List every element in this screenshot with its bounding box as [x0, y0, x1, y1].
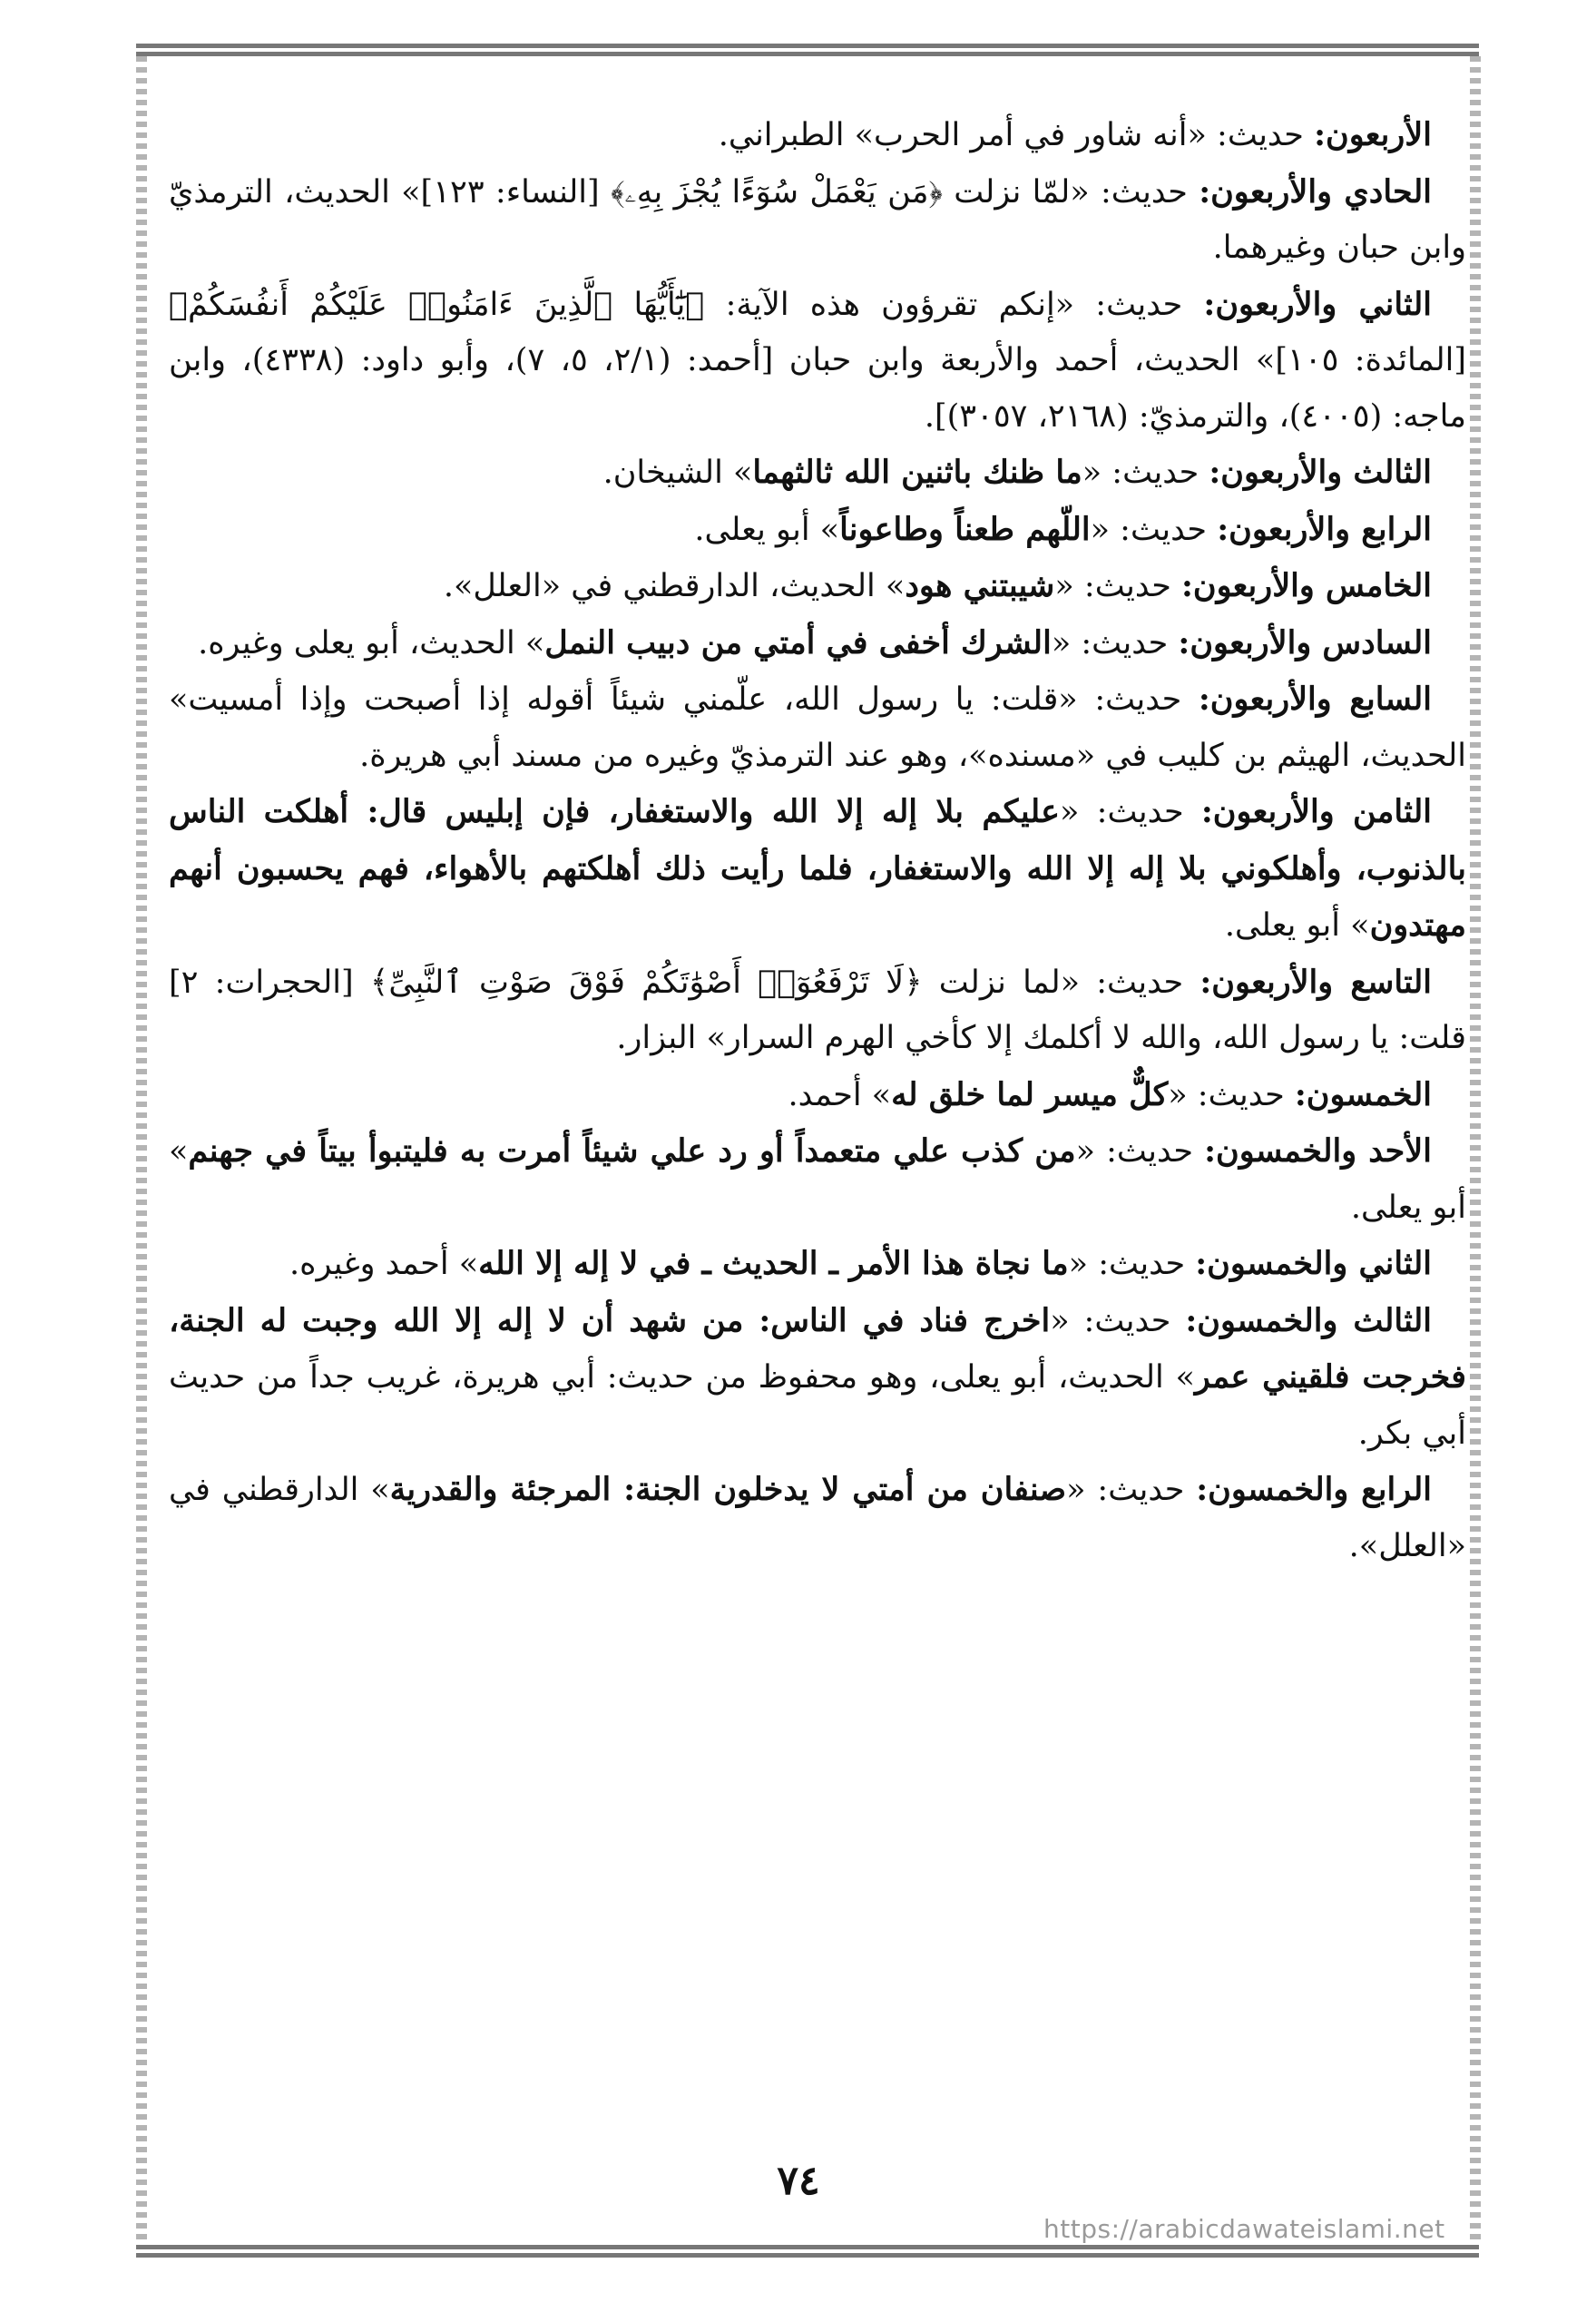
entry-text: حديث: «أنه شاور في أمر الحرب» الطبراني. [718, 117, 1315, 153]
hadith-quote: اخرج فناد في الناس: من شهد أن لا إله إلا الله وجبت له الجنة، فخرجت فلقيني عمر [169, 1301, 1466, 1396]
hadith-entry-49 [169, 955, 1466, 1067]
entry-text: حديث: « [1066, 1472, 1197, 1508]
hadith-entry-48 [169, 784, 1466, 955]
hadith-quote: عليكم بلا إله إلا الله والاستغفار، فإن إبليس قال: أهلكت الناس بالذنوب، وأهلكوني بلا إله إلا الله والاستغفار، فلما رأيت ذلك أهلكتهم بالأهواء، فهم يحسبون أنهم مهتدون [169, 793, 1466, 944]
hadith-entry-44 [169, 502, 1466, 559]
entry-source: » أحمد. [788, 1076, 892, 1113]
entry-text: حديث: « [1054, 568, 1181, 604]
entry-text: حديث: «إنكم تقرؤون هذه الآية: ﴿يَٰٓأَيُّهَا ٱلَّذِينَ ءَامَنُوا۟ عَلَيْكُمْ أَنفُسَكُمْ﴾ [المائدة: ١٠٥]» الحديث، أحمد والأربعة وابن حبان [أحمد: (٢/١، ٥، ٧)، وأبو داود: (٤٣٣٨)، وابن ماجه: (٤٠٠٥)، والترمذيّ: (٢١٦٨، ٣٠٥٧)]. [169, 286, 1466, 435]
entry-source: » أبو يعلى. [1224, 907, 1370, 944]
entry-label: الأحد والخمسون: [1204, 1132, 1432, 1170]
entry-text: حديث: « [1090, 511, 1218, 548]
hadith-quote: ما ظنك باثنين الله ثالثهما [752, 454, 1082, 491]
entry-source: » الشيخان. [602, 455, 753, 491]
hadith-entry-46 [169, 615, 1466, 672]
entry-text: حديث: « [1068, 1246, 1196, 1282]
entry-label: الخمسون: [1294, 1075, 1432, 1113]
hadith-entry-51 [169, 1123, 1466, 1236]
entry-text: حديث: « [1168, 1076, 1295, 1113]
page-body [169, 107, 1466, 2121]
entry-label: الثاني والخمسون: [1195, 1245, 1432, 1282]
hadith-quote: ما نجاة هذا الأمر ـ الحديث ـ في لا إله إلا الله [478, 1245, 1069, 1282]
hadith-entry-45 [169, 558, 1466, 615]
hadith-quote: من كذب علي متعمداً أو رد علي شيئاً أمرت به فليتبوأ بيتاً في جهنم [188, 1132, 1076, 1170]
entry-text: حديث: « [1075, 1133, 1205, 1170]
entry-text: حديث: « [1050, 1302, 1186, 1339]
page-border-left [136, 56, 147, 2245]
entry-label: الرابع والأربعون: [1217, 510, 1432, 548]
entry-source: » أحمد وغيره. [289, 1246, 479, 1282]
page-number: ٧٤ [777, 2158, 820, 2204]
entry-source: » الدارقطني في «العلل». [169, 1472, 1466, 1564]
entry-text: حديث: « [1051, 624, 1179, 661]
hadith-entry-42 [169, 277, 1466, 446]
entry-label: الأربعون: [1314, 116, 1432, 153]
entry-label: الحادي والأربعون: [1199, 172, 1432, 211]
hadith-entry-47 [169, 671, 1466, 784]
hadith-entry-54 [169, 1462, 1466, 1574]
entry-label: الثاني والأربعون: [1203, 285, 1433, 323]
entry-label: السابع والأربعون: [1198, 681, 1432, 718]
entry-text: حديث: « [1082, 455, 1209, 491]
watermark-url: https://arabicdawateislami.net [1043, 2214, 1445, 2244]
entry-source: » الحديث، الدارقطني في «العلل». [443, 568, 906, 604]
hadith-entry-41 [169, 164, 1466, 277]
hadith-entry-53 [169, 1293, 1466, 1463]
entry-source: » الحديث، أبو يعلى وغيره. [198, 624, 545, 661]
entry-text: حديث: « [1059, 794, 1201, 830]
entry-label: الثالث والأربعون: [1209, 454, 1432, 491]
entry-label: الرابع والخمسون: [1196, 1471, 1432, 1508]
entry-label: الخامس والأربعون: [1180, 567, 1432, 604]
hadith-quote: صنفان من أمتي لا يدخلون الجنة: المرجئة والقدرية [389, 1471, 1067, 1508]
entry-text: حديث: «لما نزلت ﴿لَا تَرْفَعُوٓا۟ أَصْوَٰتَكُمْ فَوْقَ صَوْتِ ٱلنَّبِىِّ﴾ [الحجرات: ٢] قلت: يا رسول الله، والله لا أكلمك إلا كأخي الهرم السرار» البزار. [169, 964, 1466, 1056]
hadith-quote: كلٌّ ميسر لما خلق له [891, 1075, 1169, 1113]
hadith-quote: اللّهم طعناً وطاعوناً [839, 510, 1091, 548]
hadith-entry-40 [169, 107, 1466, 164]
entry-text: حديث: «لمّا نزلت ﴿مَن يَعْمَلْ سُوٓءًا يُجْزَ بِهِۦ﴾ [النساء: ١٢٣]» الحديث، الترمذيّ وابن حبان وغيرهما. [169, 173, 1466, 266]
hadith-entry-50 [169, 1067, 1466, 1124]
entry-source: » أبو يعلى. [694, 511, 840, 548]
entry-label: السادس والأربعون: [1178, 623, 1432, 661]
hadith-entry-52 [169, 1236, 1466, 1293]
entry-label: التاسع والأربعون: [1199, 963, 1432, 1001]
entry-label: الثالث والخمسون: [1185, 1301, 1433, 1339]
entry-source: » الحديث، أبو يعلى، وهو محفوظ من حديث: أبي هريرة، غريب جداً من حديث أبي بكر. [169, 1359, 1466, 1452]
hadith-quote: شيبتني هود [905, 567, 1055, 604]
hadith-quote: الشرك أخفى في أمتي من دبيب النمل [544, 623, 1052, 661]
entry-source: » أبو يعلى. [169, 1133, 1466, 1226]
page-border-right [1470, 56, 1481, 2245]
entry-label: الثامن والأربعون: [1200, 793, 1433, 830]
entry-text: حديث: «قلت: يا رسول الله، علّمني شيئاً أقوله إذا أصبحت وإذا أمسيت» الحديث، الهيثم بن كليب في «مسنده»، وهو عند الترمذيّ وغيره من مسند أبي هريرة. [169, 681, 1466, 774]
hadith-entry-43 [169, 445, 1466, 502]
